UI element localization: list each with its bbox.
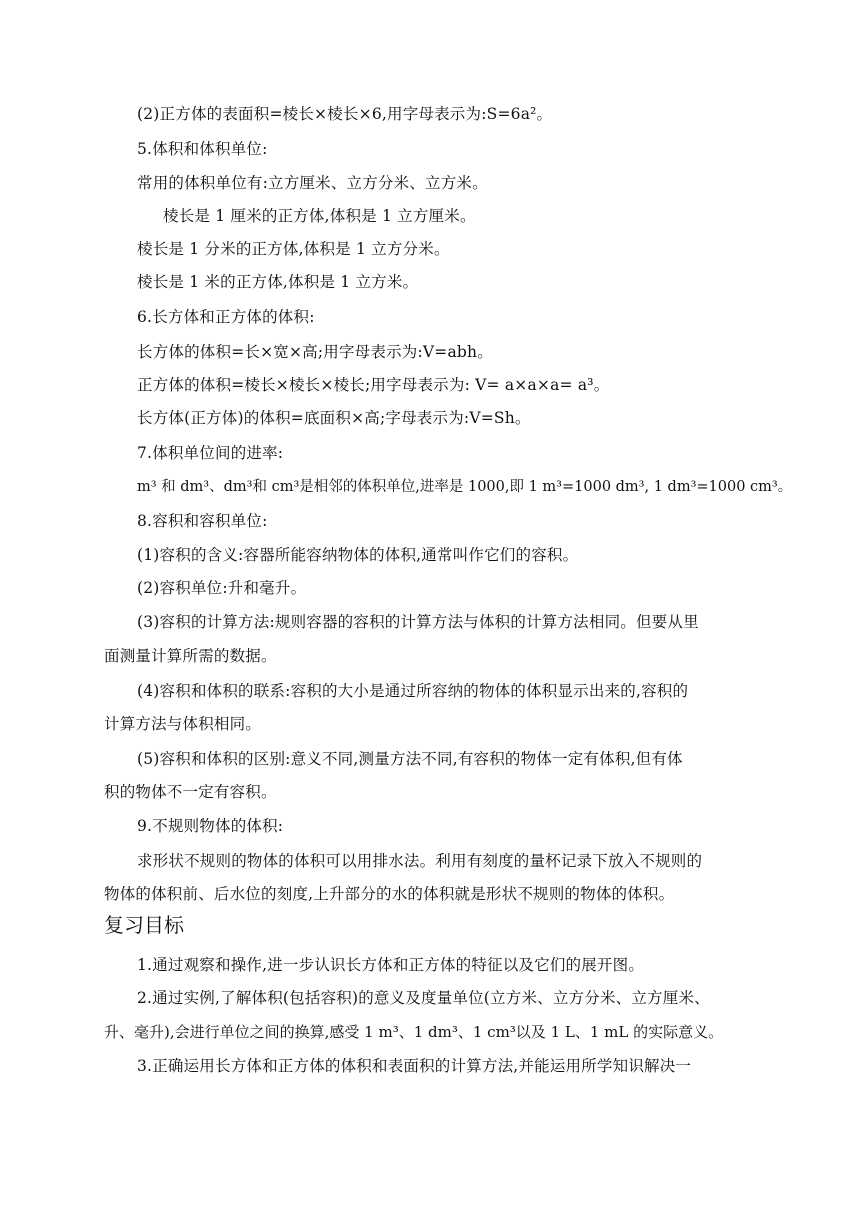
text-line: 3.正确运用长方体和正方体的体积和表面积的计算方法,并能运用所学知识解决一	[137, 1057, 692, 1075]
text-line: 积的物体不一定有容积。	[104, 783, 277, 801]
text-line-surface-area-cube: (2)正方体的表面积=棱长×棱长×6,用字母表示为:S=6a²。	[137, 105, 553, 123]
item-heading-irregular-volume: 9.不规则物体的体积:	[137, 817, 284, 835]
text-line: (5)容积和体积的区别:意义不同,测量方法不同,有容积的物体一定有体积,但有体	[137, 750, 683, 768]
text-line: (4)容积和体积的联系:容积的大小是通过所容纳的物体的体积显示出来的,容积的	[137, 682, 689, 700]
text-line: 长方体的体积=长×宽×高;用字母表示为:V=abh。	[137, 343, 493, 361]
text-line: 棱长是 1 米的正方体,体积是 1 立方米。	[137, 273, 419, 291]
text-line: 常用的体积单位有:立方厘米、立方分米、立方米。	[137, 174, 488, 192]
text-line: 2.通过实例,了解体积(包括容积)的意义及度量单位(立方米、立方分米、立方厘米、	[137, 989, 710, 1007]
text-line: (2)容积单位:升和毫升。	[137, 579, 307, 597]
text-line: 升、毫升),会进行单位之间的换算,感受 1 m³、1 dm³、1 cm³以及 1 L、1 mL 的实际意义。	[104, 1023, 724, 1041]
text-line: m³ 和 dm³、dm³和 cm³是相邻的体积单位,进率是 1000,即 1 m³=1000 dm³, 1 dm³=1000 cm³。	[137, 479, 793, 495]
text-line: 长方体(正方体)的体积=底面积×高;字母表示为:V=Sh。	[137, 409, 531, 427]
section-heading-review-goals: 复习目标	[104, 913, 184, 937]
text-line: 棱长是 1 分米的正方体,体积是 1 立方分米。	[137, 240, 450, 258]
item-heading-volume-formulas: 6.长方体和正方体的体积:	[137, 308, 315, 326]
text-line: 1.通过观察和操作,进一步认识长方体和正方体的特征以及它们的展开图。	[137, 956, 645, 974]
text-line: 棱长是 1 厘米的正方体,体积是 1 立方厘米。	[163, 207, 476, 225]
text-line: 面测量计算所需的数据。	[104, 647, 277, 665]
text-line: 正方体的体积=棱长×棱长×棱长;用字母表示为: V= a×a×a= a³。	[137, 376, 610, 394]
text-line: 求形状不规则的物体的体积可以用排水法。利用有刻度的量杯记录下放入不规则的	[137, 852, 703, 870]
item-heading-volume-units: 5.体积和体积单位:	[137, 140, 268, 158]
item-heading-unit-rates: 7.体积单位间的进率:	[137, 444, 284, 462]
text-line: 计算方法与体积相同。	[104, 715, 262, 733]
text-line: 物体的体积前、后水位的刻度,上升部分的水的体积就是形状不规则的物体的体积。	[104, 885, 675, 903]
text-line: (3)容积的计算方法:规则容器的容积的计算方法与体积的计算方法相同。但要从里	[137, 613, 699, 631]
item-heading-capacity: 8.容积和容积单位:	[137, 512, 268, 530]
text-line: (1)容积的含义:容器所能容纳物体的体积,通常叫作它们的容积。	[137, 546, 579, 564]
